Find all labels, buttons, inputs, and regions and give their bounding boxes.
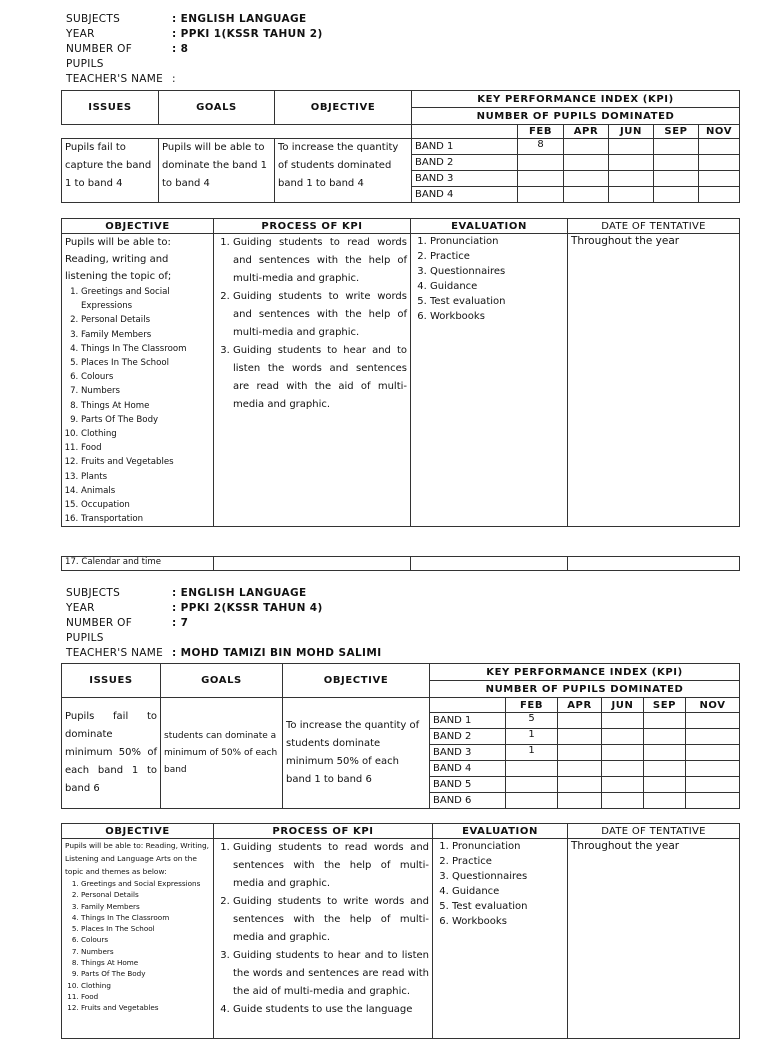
process-cell	[214, 234, 411, 527]
band-value	[644, 777, 686, 793]
subjects-label: SUBJECTS	[66, 587, 121, 599]
topic-list	[65, 878, 210, 1014]
band-value	[654, 187, 699, 203]
topic-item: 9. Parts Of The Body	[81, 968, 210, 979]
band-value	[644, 793, 686, 809]
band-value: 1	[506, 745, 558, 761]
year-row	[66, 27, 323, 42]
band-col-blank	[412, 125, 518, 139]
kpi-title: KEY PERFORMANCE INDEX (KPI)	[430, 664, 740, 681]
topic-item: 3. Family Members	[81, 328, 210, 342]
objective-list-cell	[62, 234, 214, 527]
band-col-blank	[430, 698, 506, 713]
band-value	[602, 713, 644, 729]
process-item: 2. Guiding students to write words and sentences with the help of multi-media and graphic.	[233, 288, 407, 342]
kpi-table-2	[61, 663, 740, 809]
band-value	[644, 745, 686, 761]
band-value	[518, 155, 564, 171]
band-name: BAND 2	[430, 729, 506, 745]
month-feb: FEB	[506, 698, 558, 713]
band-value	[506, 793, 558, 809]
date-header: DATE OF TENTATIVE	[568, 219, 740, 234]
band-value	[699, 155, 740, 171]
process-item: 2. Guiding students to write words and sentences with the help of multi-media and graphic.	[233, 893, 429, 947]
band-value	[602, 793, 644, 809]
band-name: BAND 1	[412, 139, 518, 155]
band-value	[506, 761, 558, 777]
process-list	[217, 234, 407, 414]
topic-item: 11. Food	[81, 991, 210, 1002]
evaluation-header: EVALUATION	[433, 824, 568, 839]
band-value	[686, 793, 740, 809]
empty-cell	[568, 557, 740, 571]
objective-list-cell	[62, 839, 214, 1039]
subjects-value: : ENGLISH LANGUAGE	[172, 587, 307, 599]
topic-item: 10. Clothing	[81, 980, 210, 991]
band-value	[686, 777, 740, 793]
topic-item: 14. Animals	[81, 484, 210, 498]
subjects-label: SUBJECTS	[66, 13, 121, 25]
evaluation-item: 2. Practice	[452, 854, 564, 869]
band-value	[609, 139, 654, 155]
band-value	[644, 729, 686, 745]
band-value	[602, 761, 644, 777]
topic-item: 5. Places In The School	[81, 356, 210, 370]
process-table-1	[61, 218, 740, 527]
band-value	[609, 187, 654, 203]
pupils-label: NUMBER OF PUPILS	[66, 617, 133, 644]
subjects-row	[66, 586, 382, 601]
teacher-label: TEACHER'S NAME	[66, 647, 164, 659]
topic-item: 12. Fruits and Vegetables	[81, 455, 210, 469]
year-label: YEAR	[66, 28, 95, 40]
process-header: PROCESS OF KPI	[214, 219, 411, 234]
goals-header: GOALS	[159, 91, 275, 125]
band-name: BAND 3	[430, 745, 506, 761]
process-item: 1. Guiding students to read words and sentences with the help of multi-media and graphic.	[233, 839, 429, 893]
teacher-row	[66, 646, 382, 661]
band-value	[686, 761, 740, 777]
month-apr: APR	[558, 698, 602, 713]
band-value	[564, 155, 609, 171]
band-value: 8	[518, 139, 564, 155]
process-item: 4. Guide students to use the language	[233, 1001, 429, 1019]
band-value	[518, 171, 564, 187]
topic-item: 6. Colours	[81, 934, 210, 945]
topic-item: 12. Fruits and Vegetables	[81, 1002, 210, 1013]
teacher-value: : MOHD TAMIZI BIN MOHD SALIMI	[172, 647, 382, 659]
date-cell	[568, 234, 740, 527]
issues-header: ISSUES	[62, 664, 161, 698]
topic-item: 9. Parts Of The Body	[81, 413, 210, 427]
band-name: BAND 6	[430, 793, 506, 809]
evaluation-item: 4. Guidance	[430, 279, 564, 294]
evaluation-item: 5. Test evaluation	[452, 899, 564, 914]
band-value	[686, 729, 740, 745]
pupils-row	[66, 616, 382, 646]
band-value	[558, 793, 602, 809]
band-value	[699, 139, 740, 155]
evaluation-item: 2. Practice	[430, 249, 564, 264]
topic-item: 2. Personal Details	[81, 313, 210, 327]
topic-item: 8. Things At Home	[81, 957, 210, 968]
objective-intro: Pupils will be able to: Reading, writing and listening the topic of;	[65, 237, 172, 282]
band-name: BAND 4	[430, 761, 506, 777]
band-value	[558, 713, 602, 729]
goal-cell: Pupils will be able to dominate the band 1 to band 4	[159, 139, 275, 203]
month-jun: JUN	[609, 125, 654, 139]
issue-cell: Pupils fail to capture the band 1 to band 4	[62, 139, 159, 203]
section1-header	[66, 12, 323, 87]
topic-item: 8. Things At Home	[81, 399, 210, 413]
band-value	[654, 171, 699, 187]
evaluation-item: 3. Questionnaires	[452, 869, 564, 884]
year-value: : PPKI 1(KSSR TAHUN 2)	[172, 28, 323, 40]
subjects-row	[66, 12, 323, 27]
objective-header: OBJECTIVE	[62, 824, 214, 839]
band-value	[644, 761, 686, 777]
band-value	[558, 745, 602, 761]
kpi-table-1	[61, 90, 740, 203]
evaluation-item: 1. Pronunciation	[452, 839, 564, 854]
band-value	[558, 777, 602, 793]
objective-cell: To increase the quantity of students dominated band 1 to band 4	[275, 139, 412, 203]
teacher-value: :	[172, 73, 176, 85]
blank-cell	[62, 125, 412, 139]
continued-topic: 17. Calendar and time	[62, 557, 214, 571]
process-cell	[214, 839, 433, 1039]
band-value	[644, 713, 686, 729]
objective-cell: To increase the quantity of students dominate minimum 50% of each band 1 to band 6	[283, 698, 430, 809]
band-value	[609, 155, 654, 171]
topic-item: 1. Greetings and Social Expressions	[81, 285, 210, 313]
process-item: 3. Guiding students to hear and to listen the words and sentences are read with the aid of multi-media and graphic.	[233, 947, 429, 1001]
band-name: BAND 1	[430, 713, 506, 729]
objective-intro: Pupils will be able to: Reading, Writing, Listening and Language Arts on the topic and themes as below:	[65, 841, 210, 876]
year-value: : PPKI 2(KSSR TAHUN 4)	[172, 602, 323, 614]
objective-header: OBJECTIVE	[275, 91, 412, 125]
evaluation-list	[414, 234, 564, 324]
process-item: 1. Guiding students to read words and sentences with the help of multi-media and graphic.	[233, 234, 407, 288]
kpi-subtitle: NUMBER OF PUPILS DOMINATED	[430, 681, 740, 698]
band-value	[686, 745, 740, 761]
topic-item: 5. Places In The School	[81, 923, 210, 934]
issues-header: ISSUES	[62, 91, 159, 125]
pupils-label: NUMBER OF PUPILS	[66, 43, 133, 70]
evaluation-item: 6. Workbooks	[452, 914, 564, 929]
process-list	[217, 839, 429, 1019]
kpi-title: KEY PERFORMANCE INDEX (KPI)	[412, 91, 740, 108]
band-name: BAND 5	[430, 777, 506, 793]
pupils-row	[66, 42, 323, 72]
month-nov: NOV	[699, 125, 740, 139]
kpi-subtitle: NUMBER OF PUPILS DOMINATED	[412, 108, 740, 125]
empty-cell	[411, 557, 568, 571]
band-value	[558, 729, 602, 745]
month-apr: APR	[564, 125, 609, 139]
band-value	[602, 777, 644, 793]
topic-item: 4. Things In The Classroom	[81, 912, 210, 923]
subjects-value: : ENGLISH LANGUAGE	[172, 13, 307, 25]
evaluation-item: 3. Questionnaires	[430, 264, 564, 279]
band-value: 5	[506, 713, 558, 729]
topic-item: 7. Numbers	[81, 384, 210, 398]
band-value	[564, 139, 609, 155]
evaluation-header: EVALUATION	[411, 219, 568, 234]
band-name: BAND 4	[412, 187, 518, 203]
band-value	[609, 171, 654, 187]
band-value	[654, 139, 699, 155]
date-cell	[568, 839, 740, 1039]
topic-list	[65, 285, 210, 526]
pupils-value: : 7	[172, 617, 189, 629]
topic-item: 4. Things In The Classroom	[81, 342, 210, 356]
goals-header: GOALS	[161, 664, 283, 698]
band-value: 1	[506, 729, 558, 745]
evaluation-cell	[433, 839, 568, 1039]
year-row	[66, 601, 382, 616]
topic-item: 1. Greetings and Social Expressions	[81, 878, 210, 889]
topic-item: 13. Plants	[81, 470, 210, 484]
objective-header: OBJECTIVE	[62, 219, 214, 234]
teacher-row	[66, 72, 323, 87]
band-value	[699, 187, 740, 203]
teacher-label: TEACHER'S NAME	[66, 73, 164, 85]
process-item: 3. Guiding students to hear and to listen the words and sentences are read with the aid of multi-media and graphic.	[233, 342, 407, 414]
month-nov: NOV	[686, 698, 740, 713]
issue-cell: Pupils fail to dominate minimum 50% of each band 1 to band 6	[62, 698, 161, 809]
topic-item: 6. Colours	[81, 370, 210, 384]
band-value	[564, 187, 609, 203]
band-value	[686, 713, 740, 729]
evaluation-item: 1. Pronunciation	[430, 234, 564, 249]
topic-item: 3. Family Members	[81, 901, 210, 912]
pupils-value: : 8	[172, 43, 189, 55]
month-sep: SEP	[644, 698, 686, 713]
topic-item: 10. Clothing	[81, 427, 210, 441]
band-value	[699, 171, 740, 187]
month-jun: JUN	[602, 698, 644, 713]
topic-item: 7. Numbers	[81, 946, 210, 957]
section2-header	[66, 586, 382, 661]
band-value	[654, 155, 699, 171]
evaluation-list	[436, 839, 564, 929]
band-value	[602, 745, 644, 761]
evaluation-cell	[411, 234, 568, 527]
band-value	[564, 171, 609, 187]
band-value	[506, 777, 558, 793]
band-value	[602, 729, 644, 745]
evaluation-item: 6. Workbooks	[430, 309, 564, 324]
objective-header: OBJECTIVE	[283, 664, 430, 698]
band-value	[558, 761, 602, 777]
evaluation-item: 4. Guidance	[452, 884, 564, 899]
empty-cell	[214, 557, 411, 571]
process-header: PROCESS OF KPI	[214, 824, 433, 839]
date-value: Throughout the year	[571, 840, 680, 852]
date-header: DATE OF TENTATIVE	[568, 824, 740, 839]
year-label: YEAR	[66, 602, 95, 614]
topic-item: 15. Occupation	[81, 498, 210, 512]
topic-item: 16. Transportation	[81, 512, 210, 526]
evaluation-item: 5. Test evaluation	[430, 294, 564, 309]
process-table-2	[61, 823, 740, 1039]
month-sep: SEP	[654, 125, 699, 139]
goal-cell: students can dominate a minimum of 50% of each band	[161, 698, 283, 809]
month-feb: FEB	[518, 125, 564, 139]
band-name: BAND 3	[412, 171, 518, 187]
topic-item: 2. Personal Details	[81, 889, 210, 900]
band-name: BAND 2	[412, 155, 518, 171]
continuation-table-1	[61, 556, 740, 571]
band-value	[518, 187, 564, 203]
topic-item: 11. Food	[81, 441, 210, 455]
date-value: Throughout the year	[571, 235, 680, 247]
